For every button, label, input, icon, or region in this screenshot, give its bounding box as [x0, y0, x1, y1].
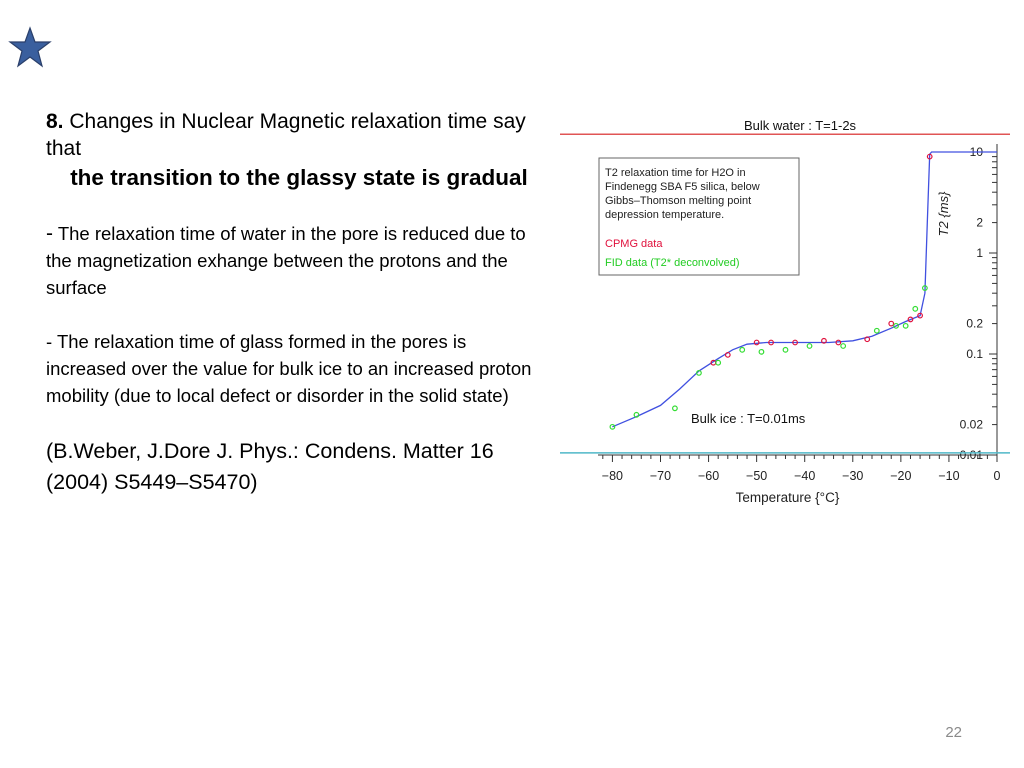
x-tick-label: −80	[601, 469, 624, 483]
fid-point	[807, 344, 812, 349]
x-axis-label: Temperature {°C}	[735, 490, 840, 505]
fid-point	[740, 348, 745, 353]
cpmg-point	[889, 321, 894, 326]
legend-line-4: depression temperature.	[605, 209, 725, 221]
bulk-water-label: Bulk water : T=1-2s	[743, 118, 857, 133]
y-tick-label: 1	[976, 245, 983, 260]
bulk-ice-label: Bulk ice : T=0.01ms	[691, 411, 806, 426]
legend-fid: FID data (T2* deconvolved)	[605, 257, 740, 269]
x-tick-label: −70	[649, 469, 672, 483]
y-tick-label: 2	[976, 215, 983, 230]
fid-point	[673, 406, 678, 411]
star-icon	[8, 26, 52, 68]
bullet-1	[46, 220, 546, 301]
fid-point	[759, 350, 764, 355]
x-tick-label: 0	[993, 469, 1001, 483]
fid-point	[903, 324, 908, 329]
cpmg-point	[754, 340, 759, 345]
y-axis-label: T2 {ms}	[936, 191, 951, 237]
heading-text: Changes in Nuclear Magnetic relaxation time say that	[46, 110, 526, 160]
x-tick-label: −10	[938, 469, 960, 483]
fid-point	[913, 307, 918, 312]
y-tick-label: 0.1	[966, 346, 983, 361]
slide-text	[46, 108, 546, 498]
x-tick-label: −50	[746, 469, 768, 483]
y-tick-label: 10	[969, 144, 983, 159]
x-tick-label: −60	[697, 469, 720, 483]
fid-point	[841, 344, 846, 349]
y-tick-label: 0.02	[959, 417, 983, 432]
x-tick-label: −20	[890, 469, 912, 483]
t2-relaxation-chart	[555, 108, 1015, 528]
bullet-1-text: The relaxation time of water in the pore is reduced due to the magnetization exhange between the protons and the surface	[46, 223, 526, 298]
bullet-1-dash: -	[46, 222, 53, 245]
bold-statement: the transition to the glassy state is gradual	[70, 165, 528, 190]
y-tick-label: 0.2	[966, 316, 983, 331]
legend-line-1: T2 relaxation time for H2O in	[605, 167, 746, 179]
legend-line-3: Gibbs–Thomson melting point	[605, 195, 752, 207]
item-number: 8.	[46, 110, 64, 133]
heading	[46, 108, 546, 162]
x-tick-label: −30	[842, 469, 864, 483]
bullet-2: - The relaxation time of glass formed in the pores is increased over the value for bulk ice to an increased proton mobility (due to local defect or disorder in the solid state)	[46, 331, 532, 406]
fid-point	[875, 328, 880, 333]
legend-cpmg: CPMG data	[605, 238, 663, 250]
page-number: 22	[945, 724, 962, 741]
fid-point	[716, 360, 721, 365]
legend-line-2: Findenegg SBA F5 silica, below	[605, 181, 760, 193]
reference: (B.Weber, J.Dore J. Phys.: Condens. Matter 16 (2004) S5449–S5470)	[46, 439, 494, 494]
y-tick-label: 0.01	[959, 448, 983, 462]
x-tick-label: −40	[794, 469, 816, 483]
fid-point	[783, 348, 788, 353]
